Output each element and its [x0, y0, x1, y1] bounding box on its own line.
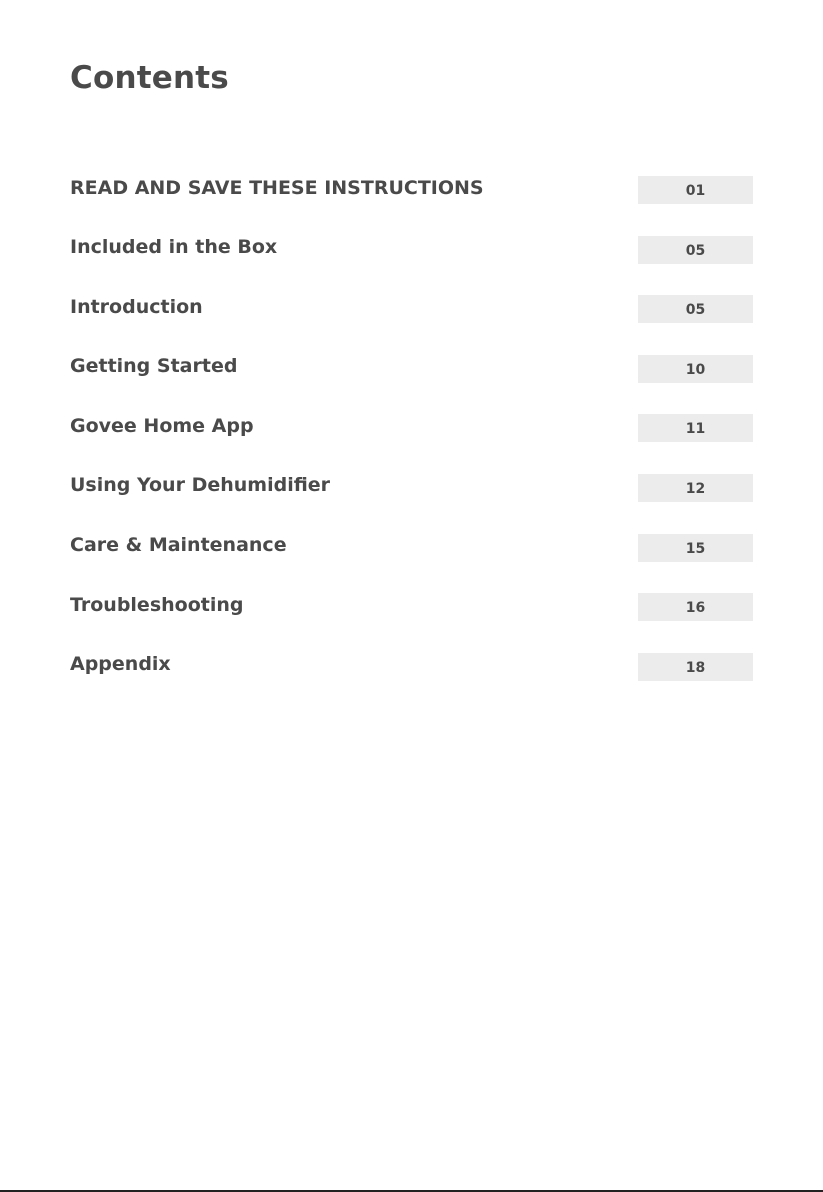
toc-page-number: 11 [638, 414, 753, 442]
toc-entry-care-maintenance[interactable] [70, 532, 753, 563]
toc-page-number: 18 [638, 653, 753, 681]
toc-entry-getting-started[interactable] [70, 353, 753, 384]
toc-page-number: 15 [638, 534, 753, 562]
toc-entry-govee-home-app[interactable] [70, 412, 753, 443]
page-title: Contents [70, 60, 229, 96]
toc-page-number: 12 [638, 474, 753, 502]
toc-entry-title: Care & Maintenance [70, 534, 287, 557]
toc-entry-title: Using Your Dehumidifier [70, 474, 331, 497]
toc-page-number: 01 [638, 176, 753, 204]
toc-page-number: 16 [638, 593, 753, 621]
toc-entry-read-and-save[interactable] [70, 174, 753, 205]
table-of-contents [70, 174, 753, 710]
toc-entry-title: Troubleshooting [70, 593, 244, 616]
toc-entry-title: READ AND SAVE THESE INSTRUCTIONS [70, 176, 484, 199]
toc-entry-troubleshooting[interactable] [70, 591, 753, 622]
toc-page-number: 10 [638, 355, 753, 383]
toc-entry-title: Govee Home App [70, 414, 254, 437]
toc-entry-title: Appendix [70, 653, 171, 676]
toc-entry-title: Included in the Box [70, 236, 278, 259]
toc-page-number: 05 [638, 295, 753, 323]
toc-entry-title: Getting Started [70, 355, 238, 378]
toc-entry-included-in-box[interactable] [70, 234, 753, 265]
toc-entry-introduction[interactable] [70, 293, 753, 324]
toc-page-number: 05 [638, 236, 753, 264]
toc-entry-title: Introduction [70, 295, 203, 318]
toc-entry-appendix[interactable] [70, 651, 753, 682]
toc-entry-using-dehumidifier[interactable] [70, 472, 753, 503]
